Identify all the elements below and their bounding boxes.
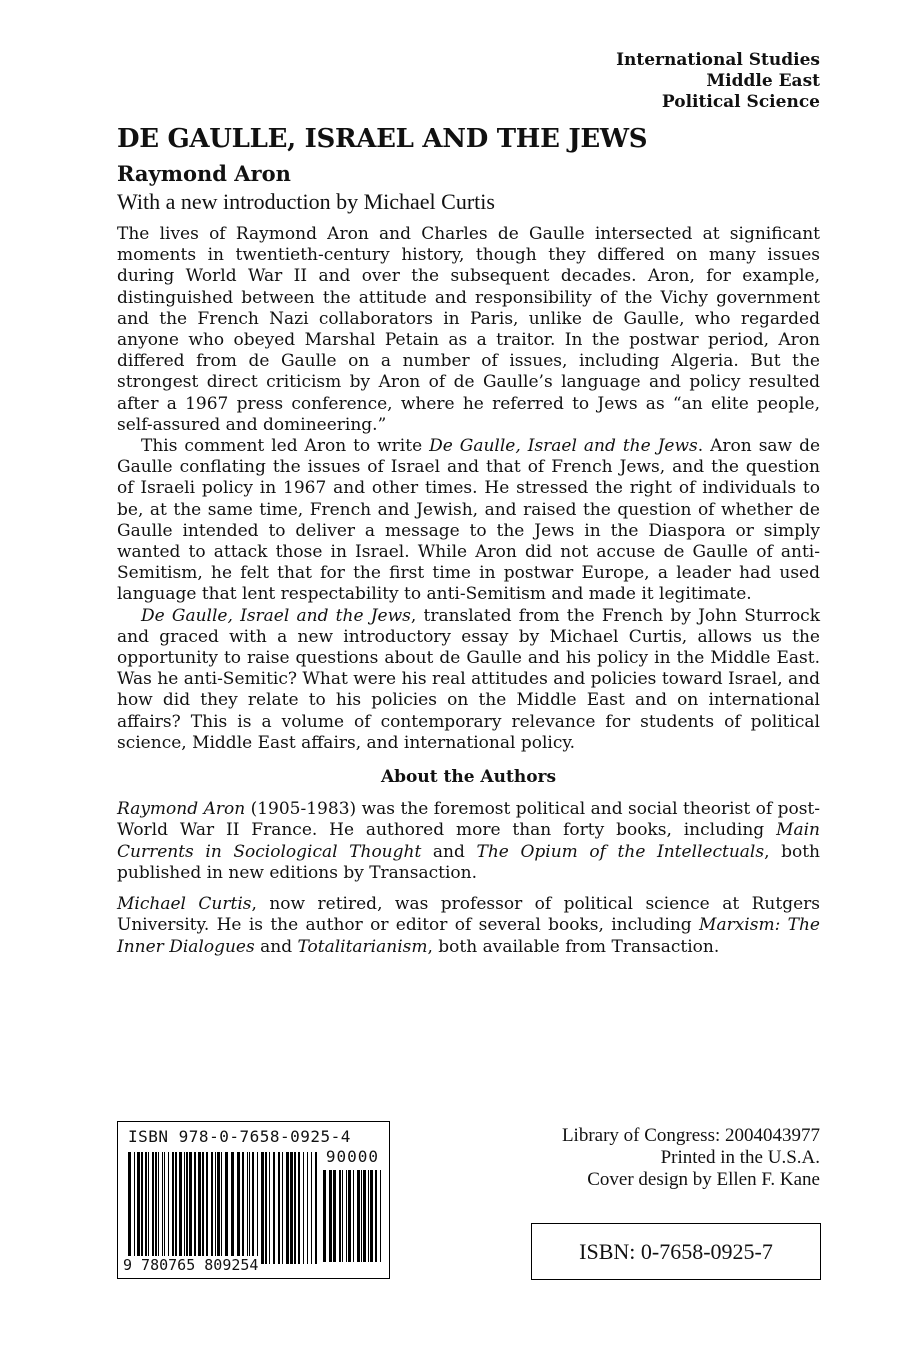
book-title-reference: De Gaulle, Israel and the Jews — [429, 436, 698, 457]
isbn-box: ISBN: 0-7658-0925-7 — [531, 1223, 821, 1280]
subject-categories — [616, 50, 820, 113]
category-label: Political Science — [661, 92, 820, 112]
category-label: Middle East — [706, 71, 820, 91]
imprint-info — [562, 1125, 820, 1191]
barcode-addon-digits: 90000 — [325, 1147, 379, 1166]
barcode-bars — [128, 1152, 320, 1264]
author-bio-aron: Raymond Aron (1905-1983) was the foremost political and social theorist of post-World War II France. He authored more than forty books, including Main Currents in Sociological Thought and The Opium of the Intellectuals, both published in new editions by Transaction. — [117, 799, 820, 883]
book-title: DE GAULLE, ISRAEL AND THE JEWS — [117, 124, 648, 154]
author-bio-curtis: Michael Curtis, now retired, was professor of political science at Rutgers University. He is the author or editor of several books, including Marxism: The Inner Dialogues and Totalitarianism, both available from Transaction. — [117, 894, 820, 957]
cover-design-credit: Cover design by Ellen F. Kane — [587, 1169, 820, 1190]
barcode-isbn-text: ISBN 978-0-7658-0925-4 — [128, 1127, 351, 1146]
category-label: International Studies — [616, 50, 820, 70]
printed-in: Printed in the U.S.A. — [660, 1147, 820, 1168]
description-body — [117, 224, 820, 958]
barcode-addon-bars — [323, 1170, 381, 1262]
book-title-reference: De Gaulle, Israel and the Jews — [141, 605, 411, 626]
library-of-congress: Library of Congress: 2004043977 — [561, 1125, 820, 1146]
isbn-barcode — [117, 1121, 390, 1279]
description-paragraph: De Gaulle, Israel and the Jews, translated from the French by John Sturrock and graced with a new introductory essay by Michael Curtis, allows us the opportunity to raise questions about de Gaulle and his policy in the Middle East. Was he anti-Semitic? What were his real attitudes and policies toward Israel, and how did they relate to his policies on the Middle East and on international affairs? This is a volume of contemporary relevance for students of political science, Middle East affairs, and international policy. — [117, 605, 820, 753]
barcode-digits: 9 780765 809254 — [123, 1256, 259, 1274]
description-paragraph: This comment led Aron to write De Gaulle, Israel and the Jews. Aron saw de Gaulle conflating the issues of Israel and that of French Jews, and the question of Israeli policy in 1967 and other times. He stressed the right of individuals to be, at the same time, French and Jewish, and raised the question of whether de Gaulle intended to deliver a message to the Jews in the Diaspora or simply wanted to attack those in Israel. While Aron did not accuse de Gaulle of anti-Semitism, he felt that for the first time in postwar Europe, a leader had used language that lent respectability to anti-Semitism and made it legitimate. — [117, 436, 821, 605]
about-authors-heading: About the Authors — [380, 767, 557, 788]
introduction-credit: With a new introduction by Michael Curtis — [117, 189, 495, 214]
description-paragraph: The lives of Raymond Aron and Charles de Gaulle intersected at significant moments in twentieth-century history, though they differed on many issues during World War II and over the subsequent decades. Aron, for example, distinguished between the attitude and responsibility of the Vichy government and the French Nazi collaborators in Paris, unlike de Gaulle, who regarded anyone who obeyed Marshal Petain as a traitor. In the postwar period, Aron differed from de Gaulle on a number of issues, including Algeria. But the strongest direct criticism by Aron of de Gaulle’s language and policy resulted after a 1967 press conference, where he referred to Jews as “an elite people, self-assured and domineering.” — [117, 224, 820, 435]
book-author: Raymond Aron — [117, 161, 291, 186]
